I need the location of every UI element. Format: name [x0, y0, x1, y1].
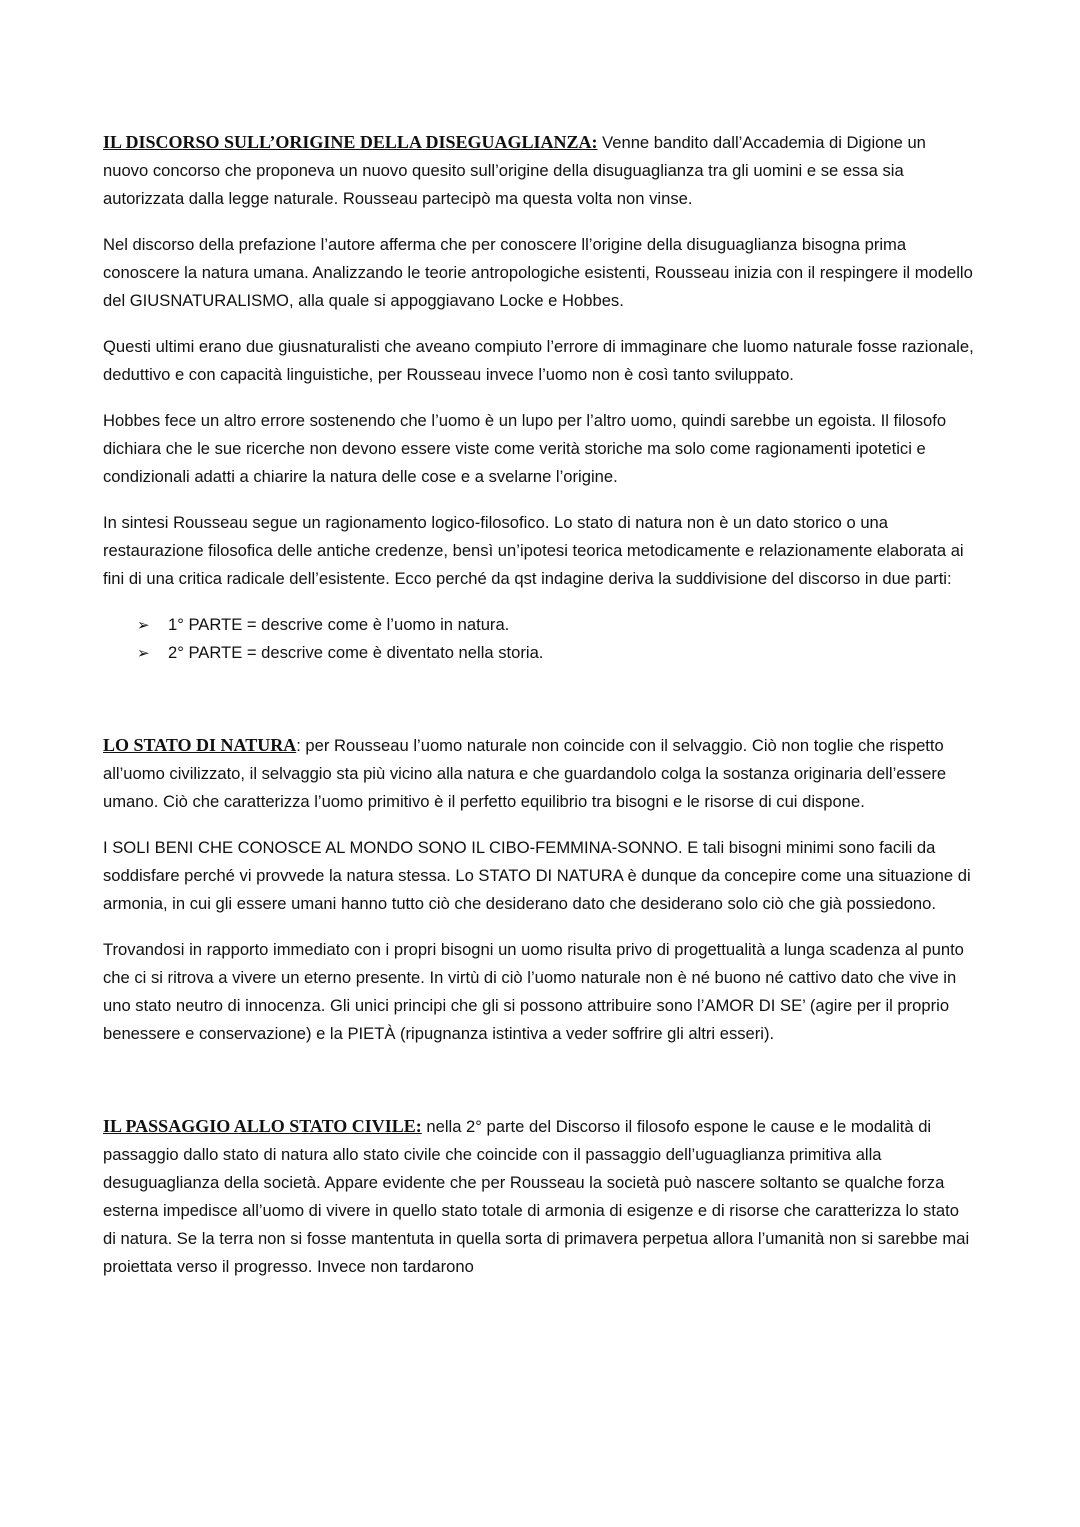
list-item-text: 2° PARTE = descrive come è diventato nella storia. — [168, 643, 544, 662]
paragraph: Questi ultimi erano due giusnaturalisti che aveano compiuto l’errore di immaginare che luomo naturale fosse razionale, deduttivo e con capacità linguistiche, per Rousseau invece l’uomo non è così tanto sviluppato. — [103, 337, 974, 384]
arrowhead-bullet-icon: ➢ — [137, 616, 150, 634]
bullet-list — [103, 611, 975, 667]
section-heading: IL DISCORSO SULL’ORIGINE DELLA DISEGUAGLIANZA: — [103, 132, 598, 152]
paragraph: I SOLI BENI CHE CONOSCE AL MONDO SONO IL CIBO-FEMMINA-SONNO. E tali bisogni minimi sono facili da soddisfare perché vi provvede la natura stessa. Lo STATO DI NATURA è dunque da concepire come una situazione di armonia, in cui gli essere umani hanno tutto ciò che desiderano dato che desiderano solo ciò che già possiedono. — [103, 838, 971, 913]
paragraph — [103, 1112, 975, 1281]
section-heading: IL PASSAGGIO ALLO STATO CIVILE: — [103, 1116, 422, 1136]
document-page — [103, 128, 975, 1299]
arrowhead-bullet-icon: ➢ — [137, 644, 150, 662]
spacer — [103, 1066, 975, 1112]
paragraph: Nel discorso della prefazione l’autore afferma che per conoscere ll’origine della disuguaglianza bisogna prima conoscere la natura umana. Analizzando le teorie antropologiche esistenti, Rousseau inizia con il respingere il modello del GIUSNATURALISMO, alla quale si appoggiavano Locke e Hobbes. — [103, 235, 973, 310]
spacer — [103, 667, 975, 731]
list-item — [137, 611, 975, 639]
section-passaggio-stato-civile — [103, 1112, 975, 1281]
paragraph: In sintesi Rousseau segue un ragionamento logico-filosofico. Lo stato di natura non è un dato storico o una restaurazione filosofica delle antiche credenze, bensì un’ipotesi teorica metodicamente e relazionamente elaborata ai fini di una critica radicale dell’esistente. Ecco perché da qst indagine deriva la suddivisione del discorso in due parti: — [103, 513, 964, 588]
paragraph: Hobbes fece un altro errore sostenendo che l’uomo è un lupo per l’altro uomo, quindi sarebbe un egoista. Il filosofo dichiara che le sue ricerche non devono essere viste come verità storiche ma solo come ragionamenti ipotetici e condizionali adatti a chiarire la natura delle cose e a svelarne l’origine. — [103, 411, 947, 486]
paragraph — [103, 731, 975, 816]
section-discorso-disuguaglianza — [103, 128, 975, 667]
list-item-text: 1° PARTE = descrive come è l’uomo in natura. — [168, 615, 510, 634]
paragraph-text: nella 2° parte del Discorso il filosofo espone le cause e le modalità di passaggio dallo stato di natura allo stato civile che coincide con il passaggio dell’uguaglianza primitiva alla desuguaglianza della società. Appare evidente che per Rousseau la società può nascere soltanto se qualche forza esterna impedisce all’uomo di vivere in quello stato totale di armonia di esigenze e di risorse che caratterizza lo stato di natura. Se la terra non si fosse mantentuta in quella sorta di primavera perpetua allora l’umanità non si sarebbe mai proiettata verso il progresso. Invece non tardarono — [103, 1117, 970, 1276]
paragraph — [103, 128, 975, 213]
paragraph: Trovandosi in rapporto immediato con i propri bisogni un uomo risulta privo di progettualità a lunga scadenza al punto che ci si ritrova a vivere un eterno presente. In virtù di ciò l’uomo naturale non è né buono né cattivo dato che vive in uno stato neutro di innocenza. Gli unici principi che gli si possono attribuire sono l’AMOR DI SE’ (agire per il proprio benessere e conservazione) e la PIETÀ (ripugnanza istintiva a veder soffrire gli altri esseri). — [103, 940, 964, 1043]
list-item — [137, 639, 975, 667]
section-stato-di-natura — [103, 731, 975, 1048]
paragraph-text: : per Rousseau l’uomo naturale non coincide con il selvaggio. Ciò non toglie che rispetto all’uomo civilizzato, il selvaggio sta più vicino alla natura e che guardandolo colga la sostanza originaria dell’essere umano. Ciò che caratterizza l’uomo primitivo è il perfetto equilibrio tra bisogni e le risorse di cui dispone. — [103, 736, 947, 811]
paragraph-text: Venne bandito dall’Accademia di Digione un nuovo concorso che proponeva un nuovo quesito sull’origine della disuguaglianza tra gli uomini e se essa sia autorizzata dalla legge naturale. Rousseau partecipò ma questa volta non vinse. — [103, 133, 926, 208]
section-heading: LO STATO DI NATURA — [103, 735, 297, 755]
